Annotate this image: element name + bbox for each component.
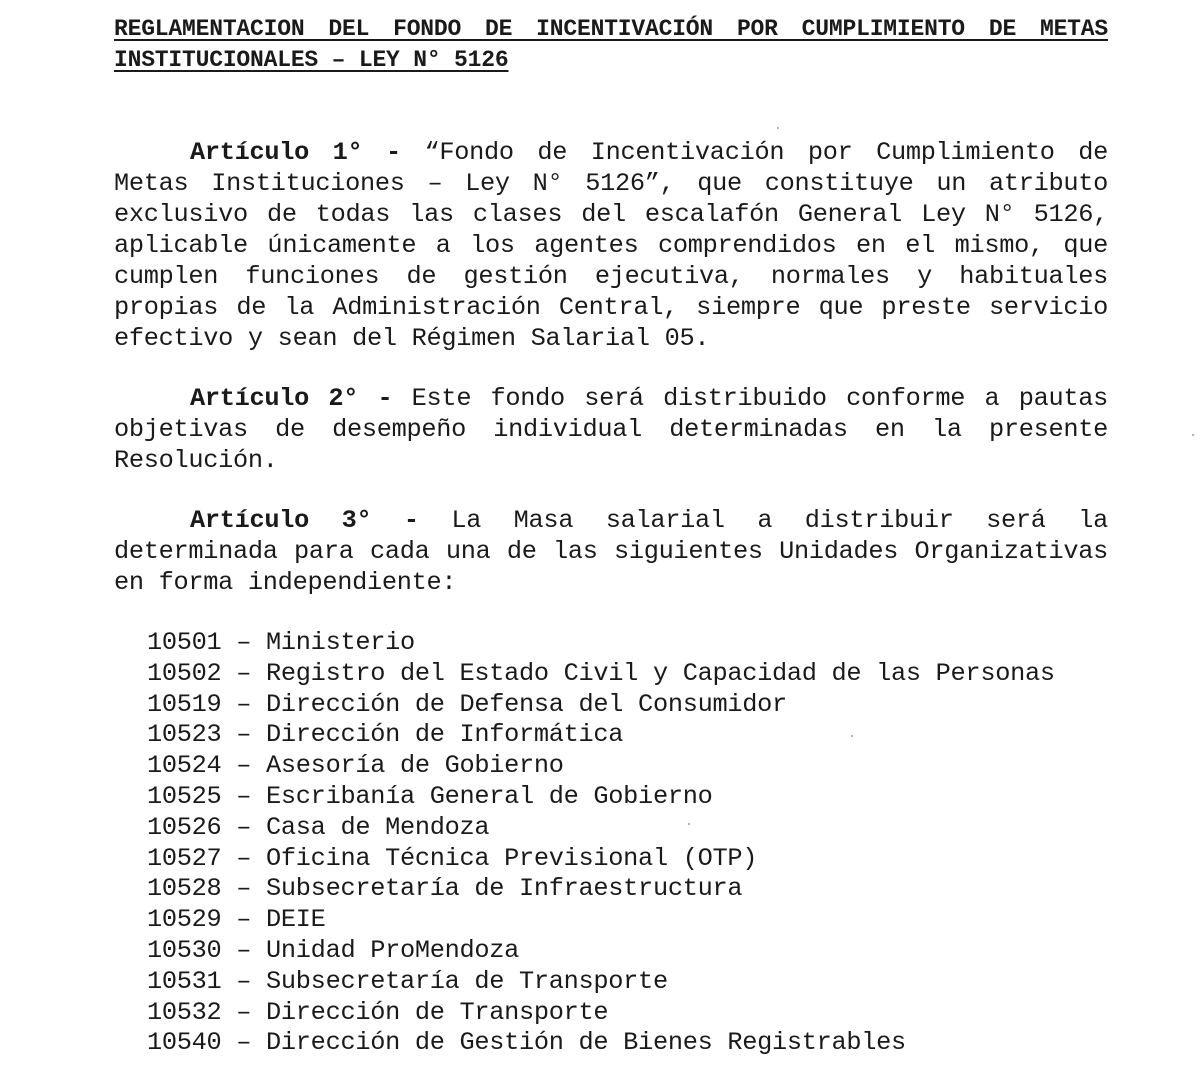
list-item: 10526 – Casa de Mendoza bbox=[147, 812, 490, 842]
list-item: 10501 – Ministerio bbox=[147, 628, 415, 657]
scan-speck bbox=[851, 735, 853, 737]
article-1-text: “Fondo de Incentivación por Cumplimiento de Metas Instituciones – Ley N° 5126”, que constituye un atributo exclusivo de todas las clases del escalafón General Ley N° 5126, aplicable únicamente a los agentes comprendidos en el mismo, que cumplen funciones de gestión ejecutiva, normales y habituales propias de la Administración Central, siempre que preste servicio efectivo y sean del Régimen Salarial 05. bbox=[114, 138, 1108, 353]
document-title: REGLAMENTACION DEL FONDO DE INCENTIVACIÓN POR CUMPLIMIENTO DE METAS INSTITUCIONALES – LEY N° 5126 bbox=[114, 16, 1108, 73]
list-item: 10527 – Oficina Técnica Previsional (OTP) bbox=[147, 843, 758, 873]
article-3-text: La Masa salarial a distribuir será la determinada para cada una de las siguientes Unidades Organizativas en forma independiente: bbox=[114, 506, 1108, 597]
list-item: 10525 – Escribanía General de Gobierno bbox=[147, 781, 713, 811]
list-item: 10532 – Dirección de Transporte bbox=[147, 997, 609, 1027]
list-item: 10529 – DEIE bbox=[147, 905, 326, 935]
list-item: 10531 – Subsecretaría de Transporte bbox=[147, 966, 668, 996]
article-3-heading: Artículo 3° - bbox=[190, 506, 419, 535]
organizational-units-list bbox=[147, 628, 1108, 1059]
list-item: 10540 – Dirección de Gestión de Bienes Registrables bbox=[147, 1028, 906, 1058]
scan-speck bbox=[688, 823, 690, 825]
list-item: 10502 – Registro del Estado Civil y Capacidad de las Personas bbox=[147, 658, 1055, 688]
article-1 bbox=[114, 137, 1108, 354]
article-1-heading: Artículo 1° - bbox=[190, 138, 401, 167]
scan-speck bbox=[1192, 434, 1194, 436]
article-2 bbox=[114, 383, 1108, 476]
list-item: 10530 – Unidad ProMendoza bbox=[147, 935, 520, 965]
document-page bbox=[114, 14, 1108, 1059]
scan-speck bbox=[777, 127, 779, 129]
list-item: 10523 – Dirección de Informática bbox=[147, 720, 624, 750]
list-item: 10519 – Dirección de Defensa del Consumidor bbox=[147, 689, 787, 719]
article-3 bbox=[114, 505, 1108, 598]
article-2-text: Este fondo será distribuido conforme a pautas objetivas de desempeño individual determinadas en la presente Resolución. bbox=[114, 384, 1108, 475]
list-item: 10528 – Subsecretaría de Infraestructura bbox=[147, 874, 743, 904]
article-2-heading: Artículo 2° - bbox=[190, 384, 393, 413]
list-item: 10524 – Asesoría de Gobierno bbox=[147, 751, 564, 781]
